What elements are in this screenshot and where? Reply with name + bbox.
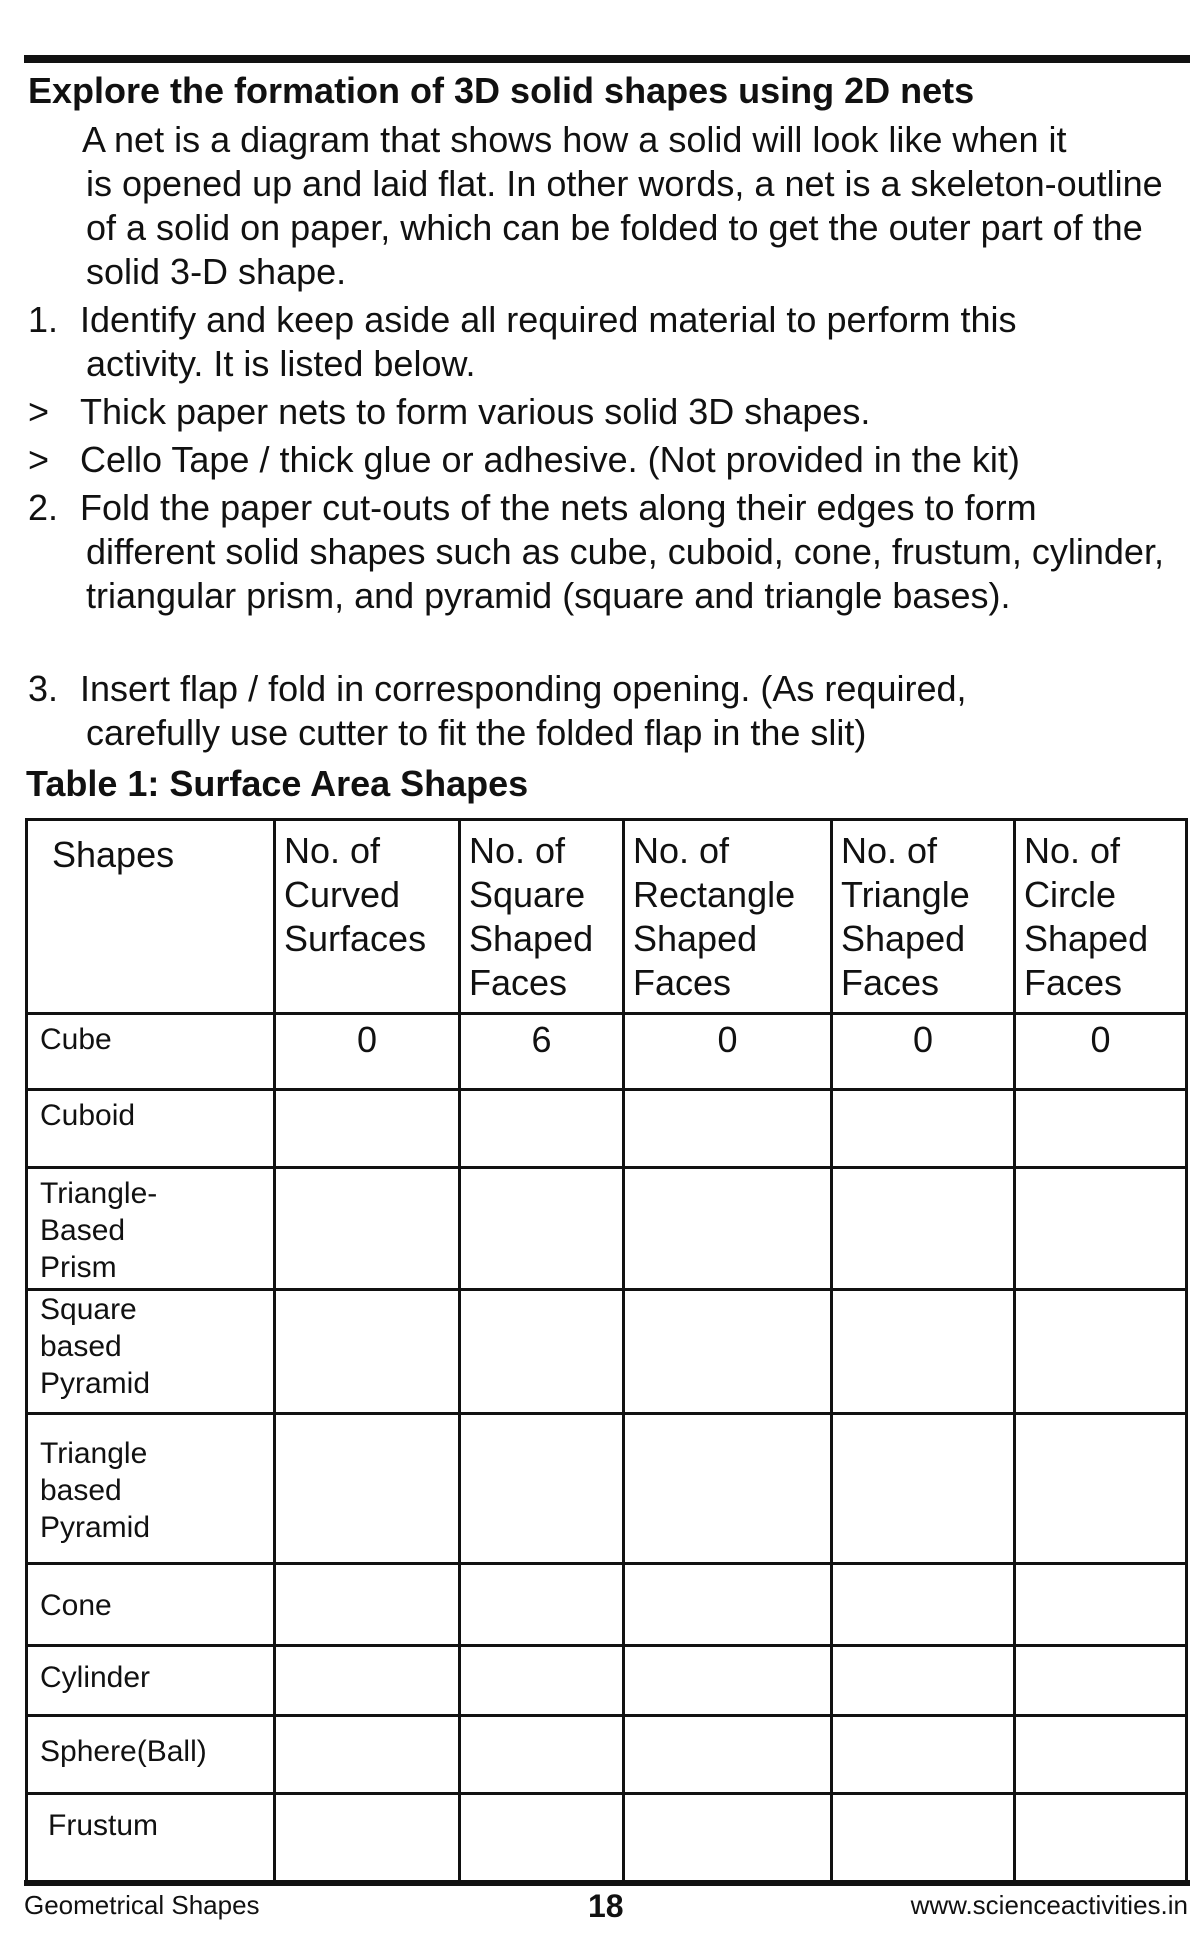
- value-cell[interactable]: [275, 1794, 460, 1882]
- value-cell[interactable]: [275, 1414, 460, 1564]
- value-cell[interactable]: [1015, 1290, 1187, 1414]
- value-cell[interactable]: [275, 1646, 460, 1716]
- value-cell[interactable]: [460, 1090, 624, 1168]
- value-cell[interactable]: [275, 1090, 460, 1168]
- value-cell[interactable]: [624, 1090, 832, 1168]
- value-cell[interactable]: [624, 1646, 832, 1716]
- item-marker: 1.: [28, 299, 59, 340]
- value-cell[interactable]: [624, 1168, 832, 1290]
- item-marker: >: [28, 439, 50, 480]
- shape-name-cell: Triangle- Based Prism: [27, 1168, 275, 1290]
- value-cell[interactable]: [624, 1564, 832, 1646]
- value-cell[interactable]: [275, 1168, 460, 1290]
- value-cell[interactable]: [832, 1716, 1015, 1794]
- value-cell[interactable]: [624, 1414, 832, 1564]
- shape-name-cell: Sphere(Ball): [27, 1716, 275, 1794]
- value-cell[interactable]: [624, 1290, 832, 1414]
- table-row: [27, 1290, 1187, 1414]
- value-cell[interactable]: [832, 1090, 1015, 1168]
- value-cell[interactable]: [832, 1168, 1015, 1290]
- page-heading: Explore the formation of 3D solid shapes using 2D nets: [28, 70, 975, 111]
- surface-area-table: [25, 818, 1188, 1883]
- value-cell[interactable]: [624, 1716, 832, 1794]
- value-cell[interactable]: 0: [1015, 1014, 1187, 1090]
- item-first-line: Fold the paper cut-outs of the nets along their edges to form: [80, 487, 1037, 528]
- value-cell[interactable]: [624, 1794, 832, 1882]
- item-first-line: Insert flap / fold in corresponding opening. (As required,: [80, 668, 967, 709]
- item-first-line: Identify and keep aside all required material to perform this: [80, 299, 1017, 340]
- shape-name-cell: Cylinder: [27, 1646, 275, 1716]
- item-continuation: different solid shapes such as cube, cuboid, cone, frustum, cylinder, triangular prism, and pyramid (square and triangle bases).: [86, 531, 1164, 616]
- item-continuation: carefully use cutter to fit the folded flap in the slit): [86, 712, 867, 753]
- value-cell[interactable]: [832, 1564, 1015, 1646]
- column-header: No. of Circle Shaped Faces: [1015, 820, 1187, 1014]
- step-item: [28, 486, 1188, 618]
- value-cell[interactable]: [1015, 1794, 1187, 1882]
- value-cell[interactable]: [1015, 1168, 1187, 1290]
- column-header: No. of Triangle Shaped Faces: [832, 820, 1015, 1014]
- table-row: [27, 1564, 1187, 1646]
- intro-rest: is opened up and laid flat. In other words, a net is a skeleton-outline of a solid on paper, which can be folded to get the outer part of the solid 3-D shape.: [86, 163, 1163, 292]
- table-row: [27, 1794, 1187, 1882]
- top-rule: [24, 55, 1190, 63]
- bottom-rule: [24, 1880, 1190, 1886]
- shape-name-cell: Cube: [27, 1014, 275, 1090]
- value-cell[interactable]: [832, 1414, 1015, 1564]
- value-cell[interactable]: [832, 1646, 1015, 1716]
- value-cell[interactable]: [832, 1290, 1015, 1414]
- value-cell[interactable]: 0: [275, 1014, 460, 1090]
- item-marker: >: [28, 391, 50, 432]
- item-marker: 2.: [28, 487, 59, 528]
- value-cell[interactable]: [275, 1290, 460, 1414]
- table-row: [27, 1414, 1187, 1564]
- step-item: [28, 298, 1188, 386]
- table-row: [27, 1090, 1187, 1168]
- value-cell[interactable]: [460, 1168, 624, 1290]
- value-cell[interactable]: [1015, 1646, 1187, 1716]
- value-cell[interactable]: [275, 1716, 460, 1794]
- footer-website: www.scienceactivities.in: [910, 1890, 1188, 1920]
- value-cell[interactable]: [1015, 1414, 1187, 1564]
- shape-name-cell: Triangle based Pyramid: [27, 1414, 275, 1564]
- value-cell[interactable]: [460, 1414, 624, 1564]
- table-title: Table 1: Surface Area Shapes: [26, 763, 529, 804]
- page-number: 18: [588, 1888, 624, 1924]
- value-cell[interactable]: 6: [460, 1014, 624, 1090]
- footer-book-title: Geometrical Shapes: [24, 1890, 260, 1920]
- material-item: [28, 438, 1188, 482]
- item-continuation: activity. It is listed below.: [86, 343, 476, 384]
- value-cell[interactable]: 0: [832, 1014, 1015, 1090]
- shape-name-cell: Frustum: [27, 1794, 275, 1882]
- column-header: No. of Curved Surfaces: [275, 820, 460, 1014]
- item-marker: 3.: [28, 668, 59, 709]
- column-header: No. of Square Shaped Faces: [460, 820, 624, 1014]
- value-cell[interactable]: [460, 1716, 624, 1794]
- value-cell[interactable]: [460, 1646, 624, 1716]
- column-header: Shapes: [27, 820, 275, 1014]
- table-row: [27, 1646, 1187, 1716]
- value-cell[interactable]: [832, 1794, 1015, 1882]
- intro-paragraph: [82, 118, 1192, 294]
- shape-name-cell: Cone: [27, 1564, 275, 1646]
- value-cell[interactable]: [460, 1564, 624, 1646]
- shape-name-cell: Cuboid: [27, 1090, 275, 1168]
- shape-name-cell: Square based Pyramid: [27, 1290, 275, 1414]
- table-header-row: [27, 820, 1187, 1014]
- value-cell[interactable]: [460, 1290, 624, 1414]
- value-cell[interactable]: [1015, 1564, 1187, 1646]
- value-cell[interactable]: [460, 1794, 624, 1882]
- table-row: [27, 1716, 1187, 1794]
- value-cell[interactable]: [1015, 1716, 1187, 1794]
- value-cell[interactable]: 0: [624, 1014, 832, 1090]
- table-row: [27, 1014, 1187, 1090]
- material-item: [28, 390, 1188, 434]
- step-item: [28, 667, 1188, 755]
- item-first-line: Cello Tape / thick glue or adhesive. (Not provided in the kit): [80, 439, 1020, 480]
- table-row: [27, 1168, 1187, 1290]
- column-header: No. of Rectangle Shaped Faces: [624, 820, 832, 1014]
- value-cell[interactable]: [275, 1564, 460, 1646]
- value-cell[interactable]: [1015, 1090, 1187, 1168]
- item-first-line: Thick paper nets to form various solid 3D shapes.: [80, 391, 871, 432]
- intro-first-line: A net is a diagram that shows how a solid will look like when it: [82, 119, 1067, 160]
